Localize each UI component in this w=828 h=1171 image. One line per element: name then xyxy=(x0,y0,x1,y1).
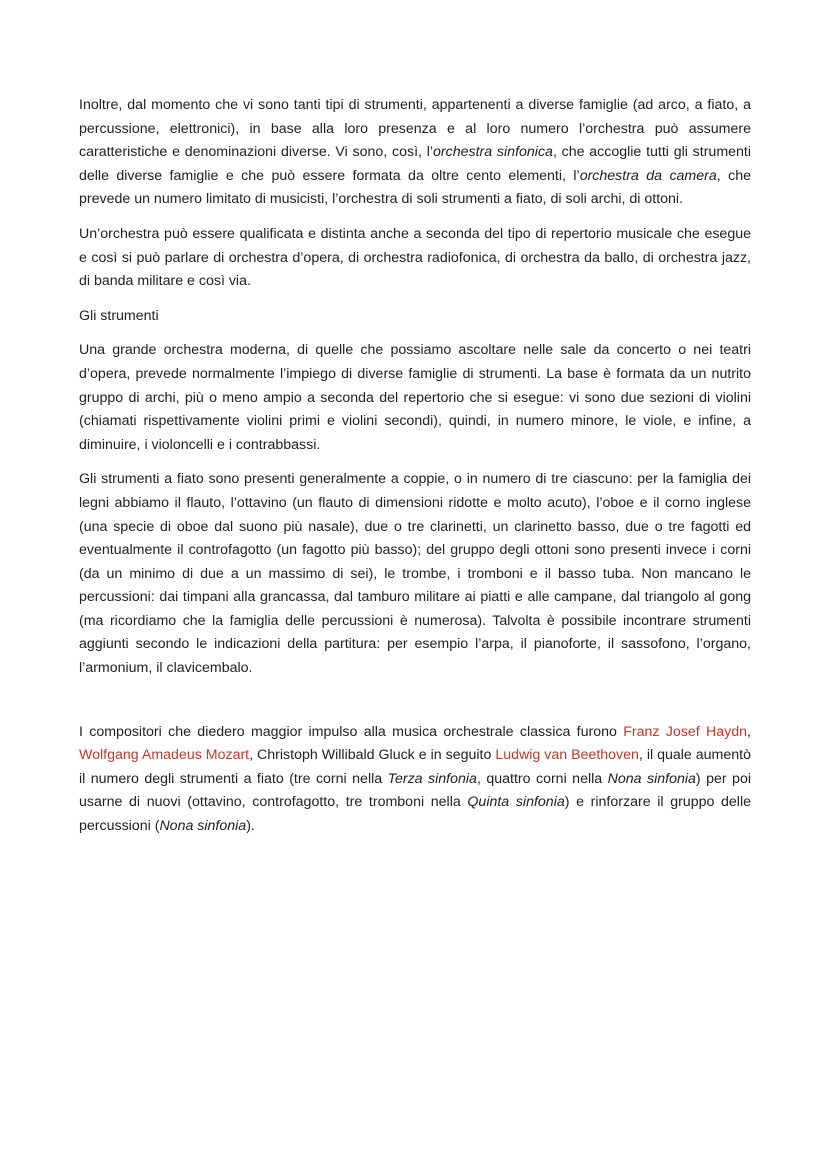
italic-title-quinta-sinfonia: Quinta sinfonia xyxy=(467,794,565,811)
italic-title-terza-sinfonia: Terza sinfonia xyxy=(387,770,477,787)
italic-term-orchestra-da-camera: orchestra da camera xyxy=(579,167,717,184)
document-body xyxy=(79,94,751,850)
link-mozart[interactable]: Wolfgang Amadeus Mozart xyxy=(79,747,250,764)
text-run: , quattro corni nella xyxy=(476,770,608,787)
text-run: , che accoglie tutti gli strumenti delle diverse famiglie e che può essere formata da oltre cento elementi, l’ xyxy=(79,144,752,184)
italic-title-nona-sinfonia: Nona sinfonia xyxy=(607,770,696,787)
text-run: ) per poi usarne di nuovi (ottavino, controfagotto, tre tromboni nella xyxy=(79,770,751,811)
text-run: , che prevede un numero limitato di musicisti, l’orchestra di soli strumenti a fiato, di soli archi, di ottoni. xyxy=(79,167,751,208)
text-run: I compositori che diedero maggior impulso alla musica orchestrale classica furono xyxy=(79,723,624,740)
italic-title-nona-sinfonia-2: Nona sinfonia xyxy=(159,818,247,835)
text-run: ). xyxy=(246,818,255,835)
link-beethoven[interactable]: Ludwig van Beethoven xyxy=(495,747,639,764)
paragraph-repertoire: Un’orchestra può essere qualificata e distinta anche a seconda del tipo di repertorio musicale che esegue e così si può parlare di orchestra d’opera, di orchestra radiofonica, di orchestra da ballo, di orchestra jazz, di banda militare e così via. xyxy=(79,225,751,290)
section-heading-strumenti: Gli strumenti xyxy=(79,307,159,324)
text-run: , xyxy=(747,723,751,740)
text-run: , Christoph Willibald Gluck e in seguito xyxy=(249,747,496,764)
text-run: Inoltre, dal momento che vi sono tanti tipi di strumenti, appartenenti a diverse famiglie (ad arco, a fiato, a percussione, elettronici), in base alla loro presenza e al loro numero l’orchestra può assumere caratteristiche e denominazioni diverse. Vi sono, così, l’ xyxy=(79,97,751,161)
text-run: , il quale aumentò il numero degli strumenti a fiato (tre corni nella xyxy=(79,747,751,787)
italic-term-orchestra-sinfonica: orchestra sinfonica xyxy=(433,144,553,161)
paragraph-composers xyxy=(79,721,751,839)
link-haydn[interactable]: Franz Josef Haydn xyxy=(623,723,748,740)
paragraph-strings: Una grande orchestra moderna, di quelle che possiamo ascoltare nelle sale da concerto o nei teatri d’opera, prevede normalmente l’impiego di diverse famiglie di strumenti. La base è formata da un nutrito gruppo di archi, più o meno ampio a seconda del repertorio che si esegue: vi sono due sezioni di violini (chiamati rispettivamente violini primi e violini secondi), quindi, in numero minore, le viole, e infine, a diminuire, i violoncelli e i contrabbassi. xyxy=(79,342,751,453)
paragraph-winds-percussion: Gli strumenti a fiato sono presenti generalmente a coppie, o in numero di tre ciascuno: per la famiglia dei legni abbiamo il flauto, l’ottavino (un flauto di dimensioni ridotte e molto acuto), l’oboe e il corno inglese (una specie di oboe dal suono più nasale), due o tre clarinetti, un clarinetto basso, due o tre fagotti ed eventualmente il controfagotto (un fagotto più basso); del gruppo degli ottoni sono presenti invece i corni (da un minimo di due a un massimo di sei), le trombe, i tromboni e il basso tuba. Non mancano le percussioni: dai timpani alla grancassa, dal tamburo militare ai piatti e alle campane, dal triangolo al gong (ma ricordiamo che la famiglia delle percussioni è numerosa). Talvolta è possibile incontrare strumenti aggiunti secondo le indicazioni della partitura: per esempio l’arpa, il pianoforte, il sassofono, l’organo, l’armonium, il clavicembalo. xyxy=(79,471,751,677)
text-run: ) e rinforzare il gruppo delle percussioni ( xyxy=(79,794,751,835)
paragraph-orchestra-types xyxy=(79,94,751,212)
